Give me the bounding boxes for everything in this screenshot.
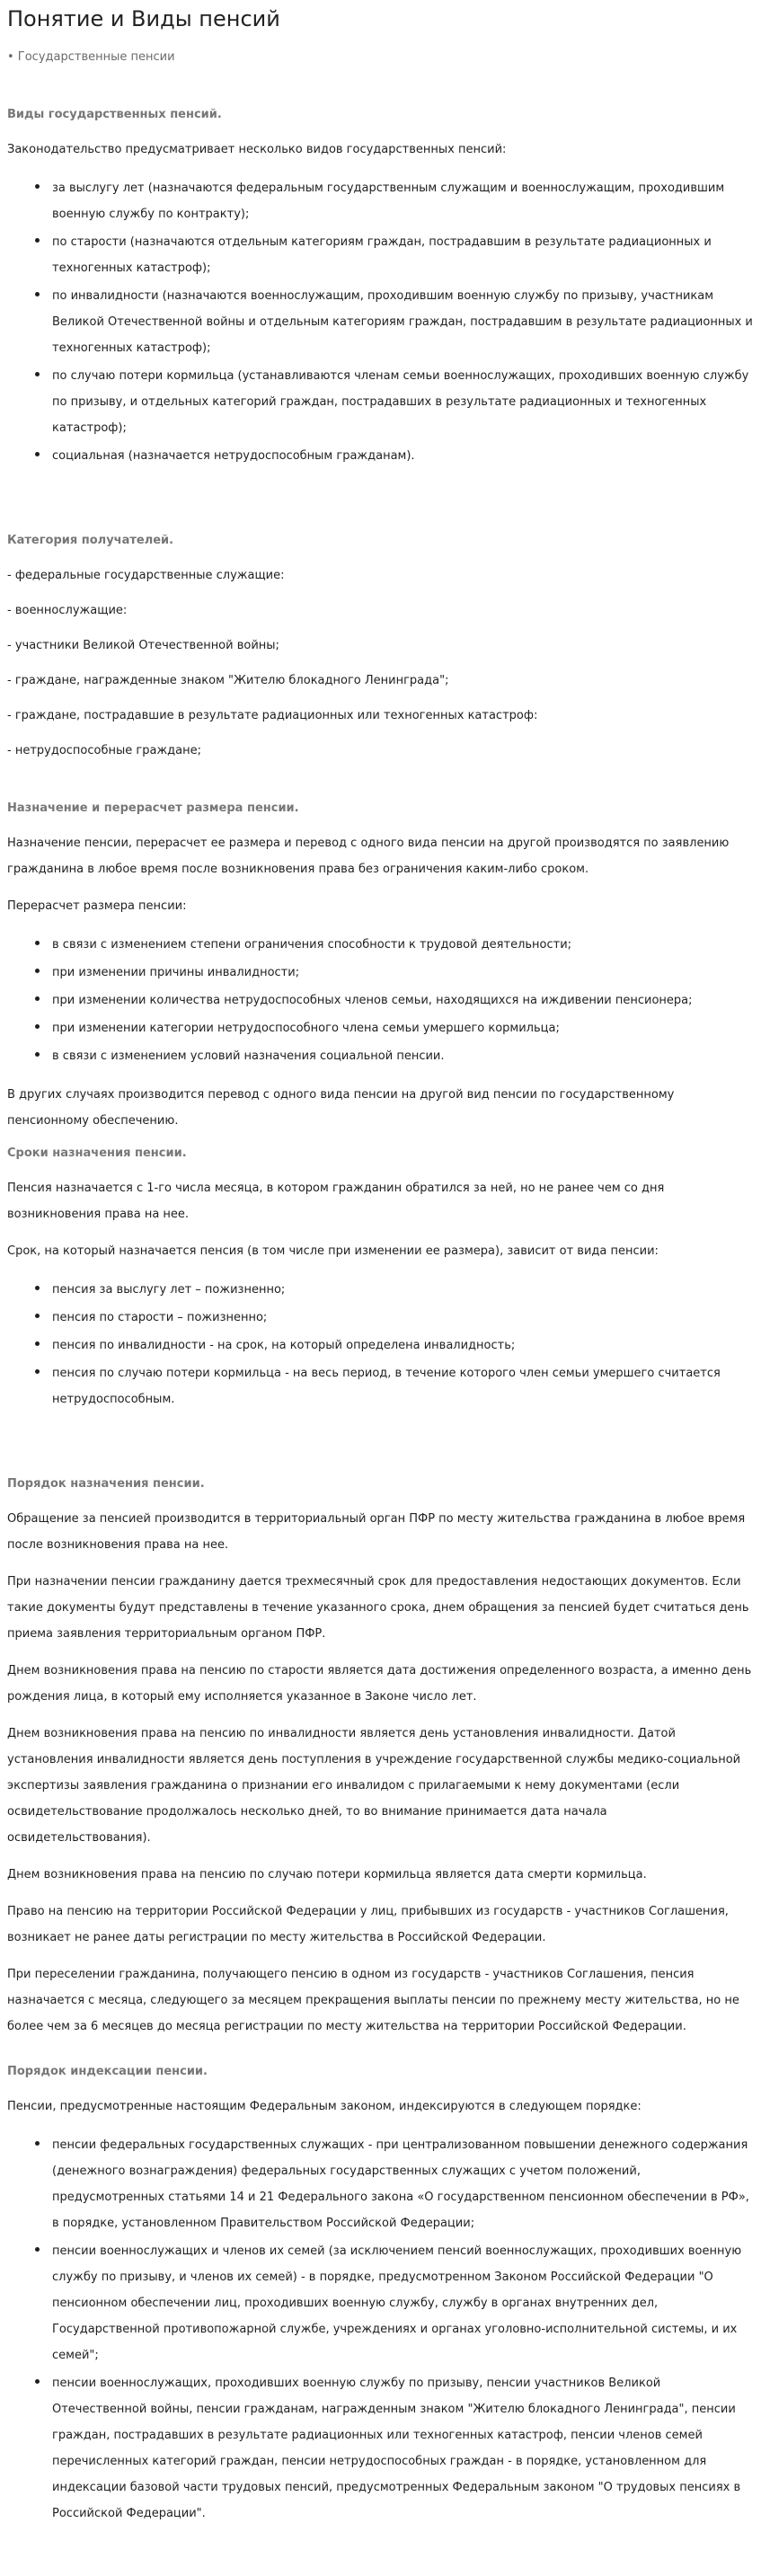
list-item: • пенсия по старости – пожизненно; — [50, 1303, 754, 1331]
section-title-terms: Сроки назначения пенсии. — [7, 1146, 187, 1160]
list-item: • пенсия по инвалидности - на срок, на который определена инвалидность; — [50, 1331, 754, 1359]
paragraph: Перерасчет размера пенсии: — [7, 899, 187, 913]
list-item: • в связи с изменением условий назначения социальной пенсии. — [50, 1041, 754, 1069]
list-item: • пенсии военнослужащих и членов их семей (за исключением пенсий военнослужащих, проходивших военную службу по призыву, и членов их семей) - в порядке, предусмотренном Законом Российской Федерации "О пенсионном обеспечении лиц, проходивших военную службу, службу в органах внутренних дел, Государственной противопожарной службе, учреждениях и органах уголовно-исполнительной системы, и их семей"; — [50, 2236, 754, 2368]
list-item: • при изменении причины инвалидности; — [50, 958, 754, 986]
breadcrumb[interactable]: • Государственные пенсии — [7, 50, 175, 64]
recalculation-list — [7, 930, 754, 1069]
list-item: • в связи с изменением степени ограничения способности к трудовой деятельности; — [50, 930, 754, 958]
dash-line: - граждане, награжденные знаком "Жителю блокадного Ленинграда"; — [7, 674, 449, 687]
terms-list — [7, 1275, 754, 1412]
section-title-indexation: Порядок индексации пенсии. — [7, 2065, 208, 2078]
list-item: • пенсия по случаю потери кормильца - на весь период, в течение которого член семьи умершего считается нетрудоспособным. — [50, 1359, 754, 1412]
list-item: • по инвалидности (назначаются военнослужащим, проходившим военную службу по призыву, участникам Великой Отечественной войны и отдельным категориям граждан, пострадавшим в результате радиационных и техногенных катастроф); — [50, 281, 754, 361]
paragraph: Пенсии, предусмотренные настоящим Федеральным законом, индексируются в следующем порядке: — [7, 2100, 642, 2113]
paragraph: Назначение пенсии, перерасчет ее размера и перевод с одного вида пенсии на другой производятся по заявлению гражданина в любое время после возникновения права без ограничения каким-либо сроком. — [7, 837, 730, 876]
paragraph: Обращение за пенсией производится в территориальный орган ПФР по месту жительства гражданина в любое время после возникновения права на нее. — [7, 1512, 746, 1552]
paragraph: Днем возникновения права на пенсию по инвалидности является день установления инвалидности. Датой установления инвалидности является день поступления в учреждение государственной службы медико-социальной экспертизы заявления гражданина о признании его инвалидом с прилагаемыми к нему документами (если освидетельствование продолжалось несколько дней, то во внимание принимается дата начала освидетельствования). — [7, 1727, 741, 1845]
dash-line: - федеральные государственные служащие: — [7, 569, 285, 582]
paragraph: Законодательство предусматривает несколько видов государственных пенсий: — [7, 143, 507, 156]
page-title: Понятие и Виды пенсий — [7, 6, 280, 31]
paragraph: В других случаях производится перевод с одного вида пенсии на другой вид пенсии по государственному пенсионному обеспечению. — [7, 1088, 675, 1128]
list-item: • пенсия за выслугу лет – пожизненно; — [50, 1275, 754, 1303]
list-item: • пенсии федеральных государственных служащих - при централизованном повышении денежного содержания (денежного вознаграждения) федеральных государственных служащих с учетом положений, предусмотренных статьями 14 и 21 Федерального закона «О государственном пенсионном обеспечении в РФ», в порядке, установленном Правительством Российской Федерации; — [50, 2130, 754, 2236]
paragraph: Право на пенсию на территории Российской Федерации у лиц, прибывших из государств - участников Соглашения, возникает не ранее даты регистрации по месту жительства в Российской Федерации. — [7, 1905, 729, 1944]
paragraph: Пенсия назначается с 1-го числа месяца, в котором гражданин обратился за ней, но не ранее чем со дня возникновения права на нее. — [7, 1182, 665, 1221]
pension-types-list — [7, 173, 754, 469]
list-item: • при изменении количества нетрудоспособных членов семьи, находящихся на иждивении пенсионера; — [50, 986, 754, 1014]
paragraph: Днем возникновения права на пенсию по случаю потери кормильца является дата смерти кормильца. — [7, 1868, 647, 1881]
paragraph: При назначении пенсии гражданину дается трехмесячный срок для предоставления недостающих документов. Если такие документы будут представлены в течение указанного срока, днем обращения за пенсией будет считаться день приема заявления территориальным органом ПФР. — [7, 1575, 749, 1641]
dash-line: - военнослужащие: — [7, 604, 128, 617]
paragraph: При переселении гражданина, получающего пенсию в одном из государств - участников Соглашения, пенсия назначается с месяца, следующего за месяцем прекращения выплаты пенсии по прежнему месту жительства, но не более чем за 6 месяцев до месяца регистрации по месту жительства на территории Российской Федерации. — [7, 1968, 739, 2033]
section-title-pension-types: Виды государственных пенсий. — [7, 108, 222, 121]
dash-line: - нетрудоспособные граждане; — [7, 744, 201, 757]
list-item: • при изменении категории нетрудоспособного члена семьи умершего кормильца; — [50, 1014, 754, 1041]
list-item: • социальная (назначается нетрудоспособным гражданам). — [50, 441, 754, 469]
dash-line: - граждане, пострадавшие в результате радиационных или техногенных катастроф: — [7, 709, 538, 722]
list-item: • пенсии военнослужащих, проходивших военную службу по призыву, пенсии участников Великой Отечественной войны, пенсии гражданам, награжденным знаком "Жителю блокадного Ленинграда", пенсии граждан, пострадавших в результате радиационных или техногенных катастроф, пенсии членов семей перечисленных категорий граждан, пенсии нетрудоспособных граждан - в порядке, установленном для индексации базовой части трудовых пенсий, предусмотренных Федеральным законом "О трудовых пенсиях в Российской Федерации". — [50, 2368, 754, 2527]
list-item: • по случаю потери кормильца (устанавливаются членам семьи военнослужащих, проходивших военную службу по призыву, и отдельных категорий граждан, пострадавших в результате радиационных и техногенных катастроф); — [50, 361, 754, 441]
section-title-assignment: Назначение и перерасчет размера пенсии. — [7, 801, 299, 815]
paragraph: Днем возникновения права на пенсию по старости является дата достижения определенного возраста, а именно день рождения лица, в который ему исполняется указанное в Законе число лет. — [7, 1664, 752, 1704]
list-item: • за выслугу лет (назначаются федеральным государственным служащим и военнослужащим, проходившим военную службу по контракту); — [50, 173, 754, 227]
list-item: • по старости (назначаются отдельным категориям граждан, пострадавшим в результате радиационных и техногенных катастроф); — [50, 227, 754, 281]
section-title-recipients: Категория получателей. — [7, 534, 174, 547]
dash-line: - участники Великой Отечественной войны; — [7, 639, 279, 652]
section-title-procedure: Порядок назначения пенсии. — [7, 1477, 205, 1491]
paragraph: Срок, на который назначается пенсия (в том числе при изменении ее размера), зависит от вида пенсии: — [7, 1244, 659, 1258]
indexation-list — [7, 2130, 754, 2527]
